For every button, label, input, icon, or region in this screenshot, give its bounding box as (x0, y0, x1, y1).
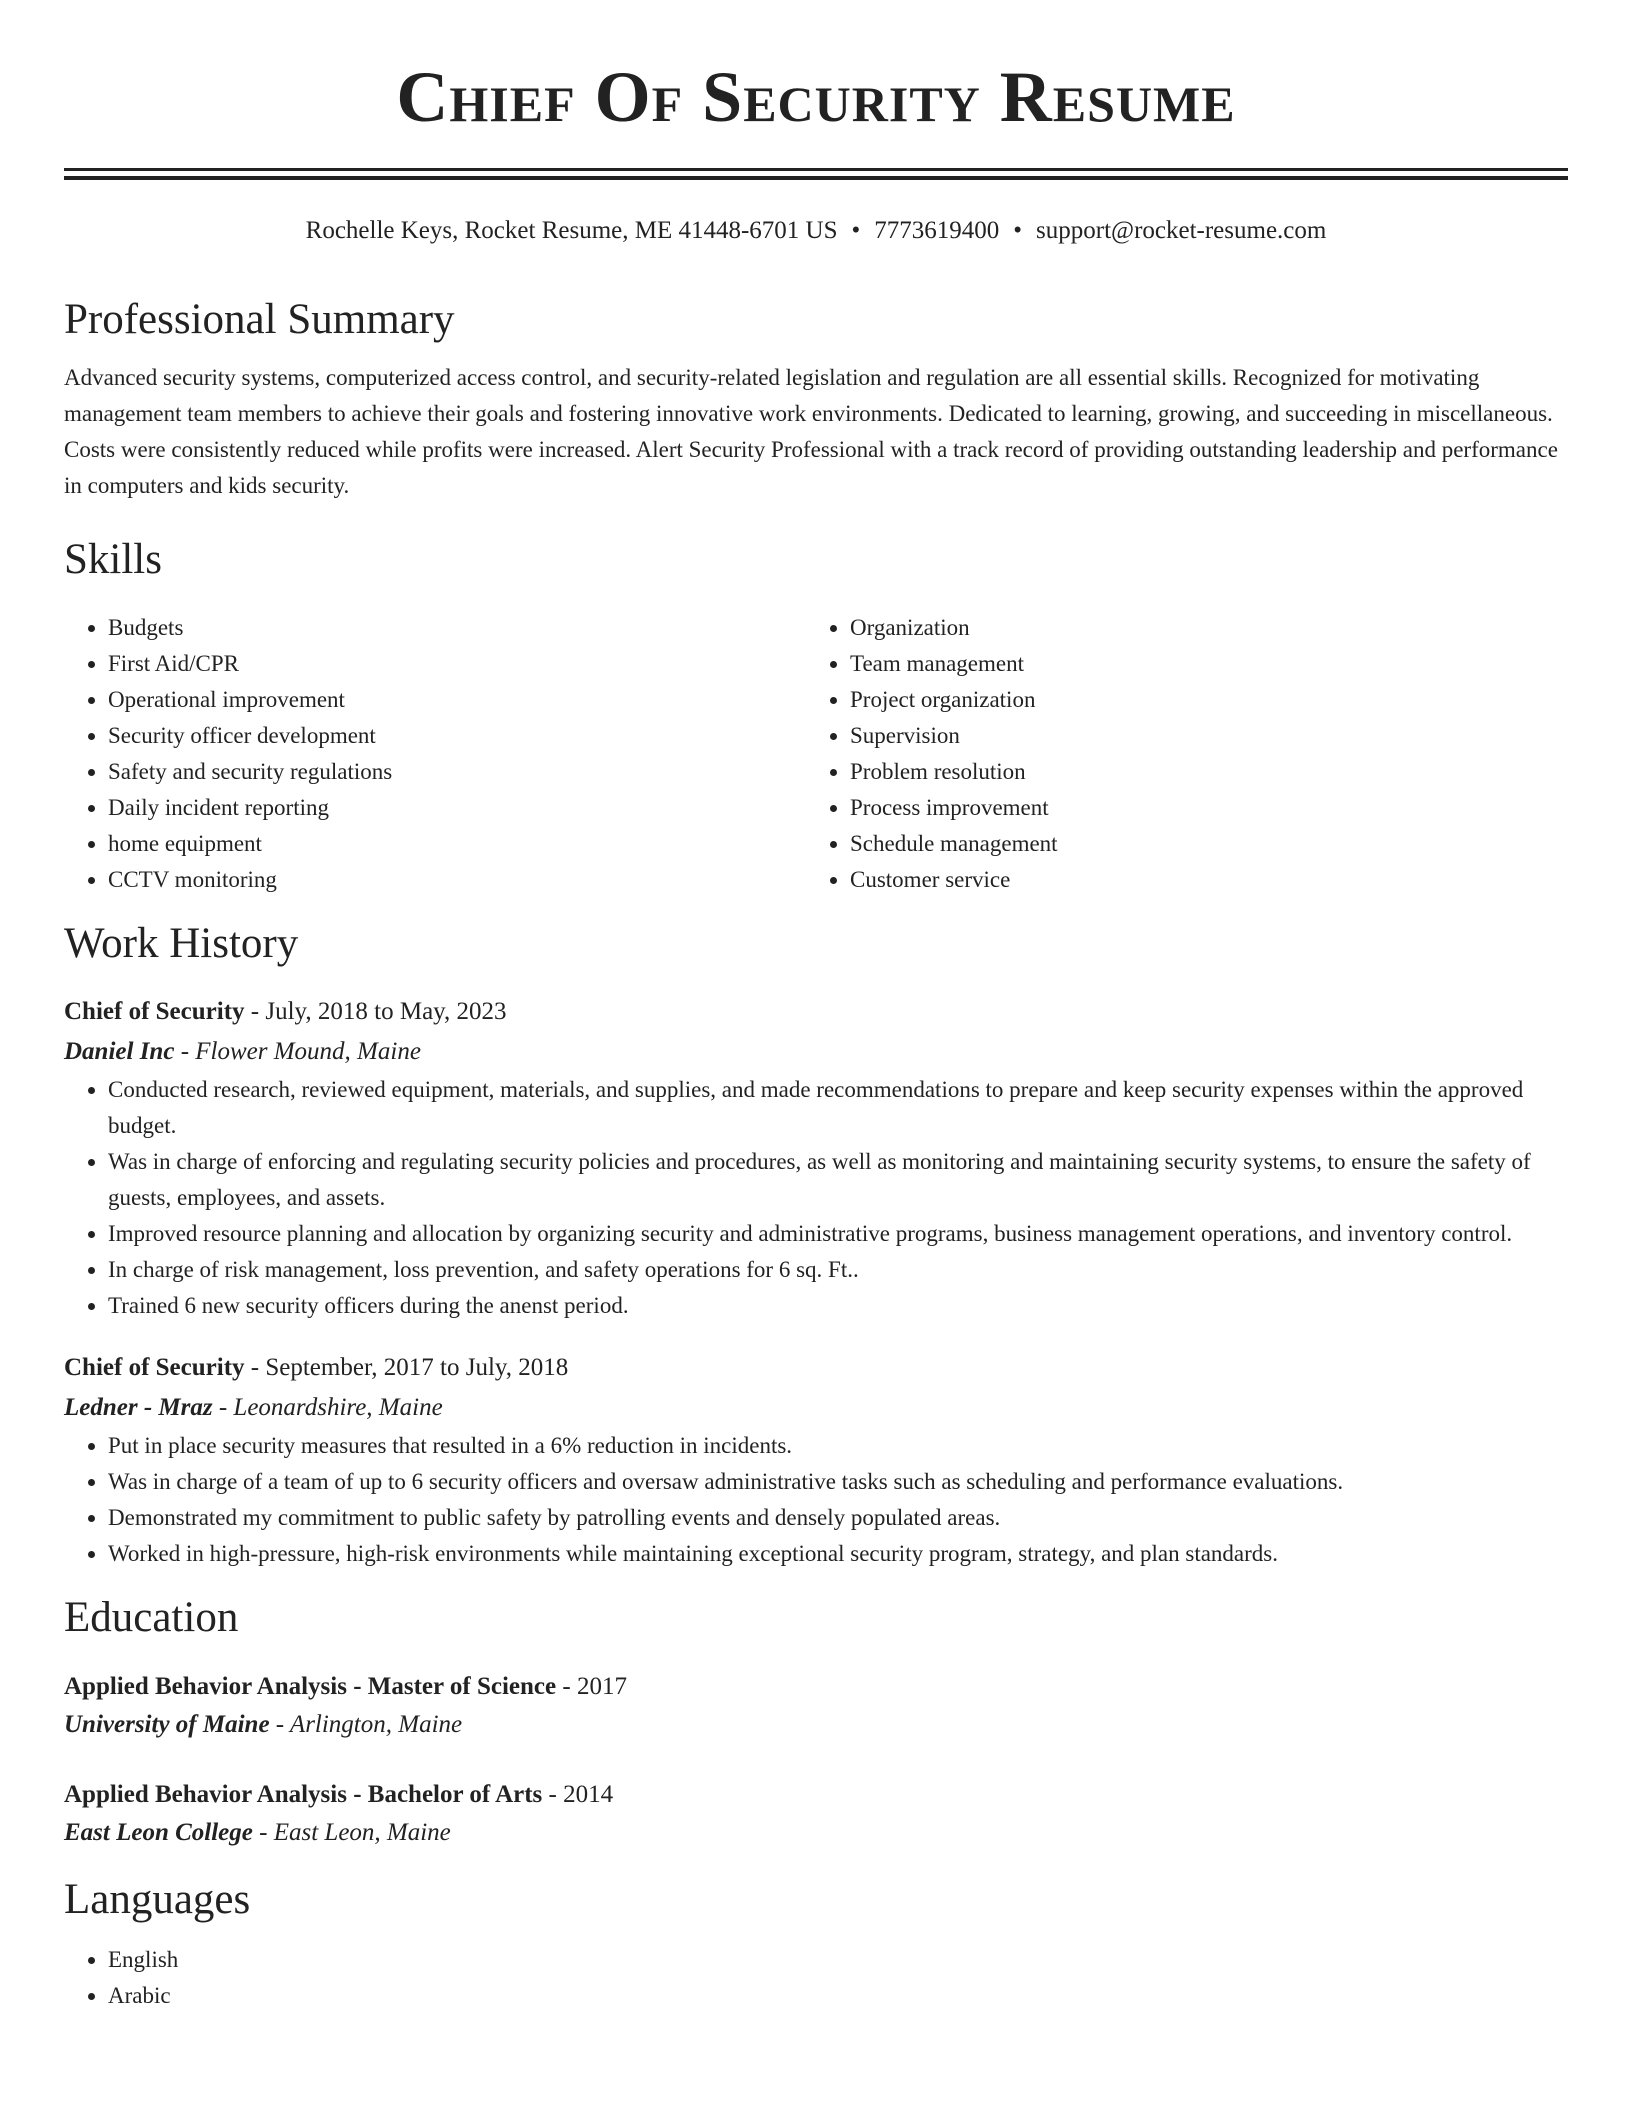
skill-item: • Security officer development (108, 718, 806, 754)
job-duty: • Worked in high-pressure, high-risk environments while maintaining exceptional security program, strategy, and plan standards. (108, 1536, 1568, 1572)
job-duty: • Demonstrated my commitment to public safety by patrolling events and densely populated areas. (108, 1500, 1568, 1536)
skill-item: • Process improvement (850, 790, 1548, 826)
job-title-line (64, 1348, 1568, 1388)
section-heading-languages: Languages (64, 1876, 251, 1923)
job-duty: • Improved resource planning and allocation by organizing security and administrative programs, business management operations, and inventory control. (108, 1216, 1568, 1252)
skills-list-right (806, 610, 1548, 898)
job-duties-list (64, 1072, 1568, 1324)
skills-column-right (806, 610, 1548, 898)
skill-item: • Team management (850, 646, 1548, 682)
education-school: East Leon College (64, 1819, 253, 1846)
skill-item: • Problem resolution (850, 754, 1548, 790)
education-degree-line (64, 1776, 1568, 1814)
job-duty: • In charge of risk management, loss prevention, and safety operations for 6 sq. Ft.. (108, 1252, 1568, 1288)
job-dates: - September, 2017 to July, 2018 (244, 1354, 569, 1381)
job-entry (64, 1348, 1568, 1572)
skills-list-left (64, 610, 806, 898)
education-degree-line (64, 1668, 1568, 1706)
skill-item: • CCTV monitoring (108, 862, 806, 898)
skill-item: • Operational improvement (108, 682, 806, 718)
job-company: Ledner - Mraz (64, 1394, 213, 1421)
education-school: University of Maine (64, 1711, 270, 1738)
skill-item: • home equipment (108, 826, 806, 862)
job-duty: • Put in place security measures that resulted in a 6% reduction in incidents. (108, 1428, 1568, 1464)
job-location: - Leonardshire, Maine (212, 1394, 443, 1421)
job-title: Chief of Security (64, 1354, 245, 1381)
job-company-line (64, 1388, 1568, 1428)
contact-address: Rochelle Keys, Rocket Resume, ME 41448-6701 US (305, 217, 838, 244)
title-rule-thin (64, 168, 1568, 171)
skills-column-left (64, 610, 806, 898)
resume-content (64, 288, 1568, 2014)
skill-item: • Customer service (850, 862, 1548, 898)
skill-item: • Daily incident reporting (108, 790, 806, 826)
job-location: - Flower Mound, Maine (174, 1038, 421, 1065)
title-rule-thick (64, 176, 1568, 180)
section-heading-work-history: Work History (64, 920, 299, 967)
section-heading-summary: Professional Summary (64, 296, 455, 343)
section-heading-skills: Skills (64, 536, 162, 583)
education-entry (64, 1776, 1568, 1852)
section-heading-education: Education (64, 1594, 239, 1641)
job-entry (64, 992, 1568, 1324)
job-company-line (64, 1032, 1568, 1072)
skill-item: • Schedule management (850, 826, 1548, 862)
job-dates: - July, 2018 to May, 2023 (244, 998, 507, 1025)
contact-line (0, 213, 1632, 249)
skill-item: • First Aid/CPR (108, 646, 806, 682)
education-location: - Arlington, Maine (269, 1711, 463, 1738)
skill-item: • Supervision (850, 718, 1548, 754)
education-entry (64, 1668, 1568, 1744)
contact-separator: • (851, 217, 861, 244)
education-year: - 2014 (542, 1781, 614, 1808)
contact-email: support@rocket-resume.com (1036, 217, 1327, 244)
job-company: Daniel Inc (64, 1038, 175, 1065)
skills-grid (64, 610, 1568, 898)
job-duties-list (64, 1428, 1568, 1572)
job-duty: • Conducted research, reviewed equipment, materials, and supplies, and made recommendations to prepare and keep security expenses within the approved budget. (108, 1072, 1568, 1144)
languages-list (64, 1942, 1568, 2014)
language-item: • English (108, 1942, 1568, 1978)
education-school-line (64, 1814, 1568, 1852)
education-school-line (64, 1706, 1568, 1744)
job-title: Chief of Security (64, 998, 245, 1025)
contact-separator: • (1013, 217, 1023, 244)
job-duty: • Was in charge of enforcing and regulating security policies and procedures, as well as monitoring and maintaining security systems, to ensure the safety of guests, employees, and assets. (108, 1144, 1568, 1216)
resume-title: Chief Of Security Resume (396, 57, 1236, 137)
education-year: - 2017 (556, 1673, 627, 1700)
job-duty: • Was in charge of a team of up to 6 security officers and oversaw administrative tasks such as scheduling and performance evaluations. (108, 1464, 1568, 1500)
skill-item: • Safety and security regulations (108, 754, 806, 790)
education-degree: Applied Behavior Analysis - Bachelor of Arts (64, 1781, 543, 1808)
skill-item: • Budgets (108, 610, 806, 646)
skill-item: • Project organization (850, 682, 1548, 718)
education-degree: Applied Behavior Analysis - Master of Science (64, 1673, 557, 1700)
job-duty: • Trained 6 new security officers during the anenst period. (108, 1288, 1568, 1324)
skill-item: • Organization (850, 610, 1548, 646)
contact-phone: 7773619400 (874, 217, 1000, 244)
language-item: • Arabic (108, 1978, 1568, 2014)
summary-text: Advanced security systems, computerized access control, and security-related legislation and regulation are all essential skills. Recognized for motivating management team members to achieve their goals and fostering innovative work environments. Dedicated to learning, growing, and succeeding in miscellaneous. Costs were consistently reduced while profits were increased. Alert Security Professional with a track record of providing outstanding leadership and performance in computers and kids security. (64, 365, 1558, 498)
education-location: - East Leon, Maine (252, 1819, 451, 1846)
job-title-line (64, 992, 1568, 1032)
